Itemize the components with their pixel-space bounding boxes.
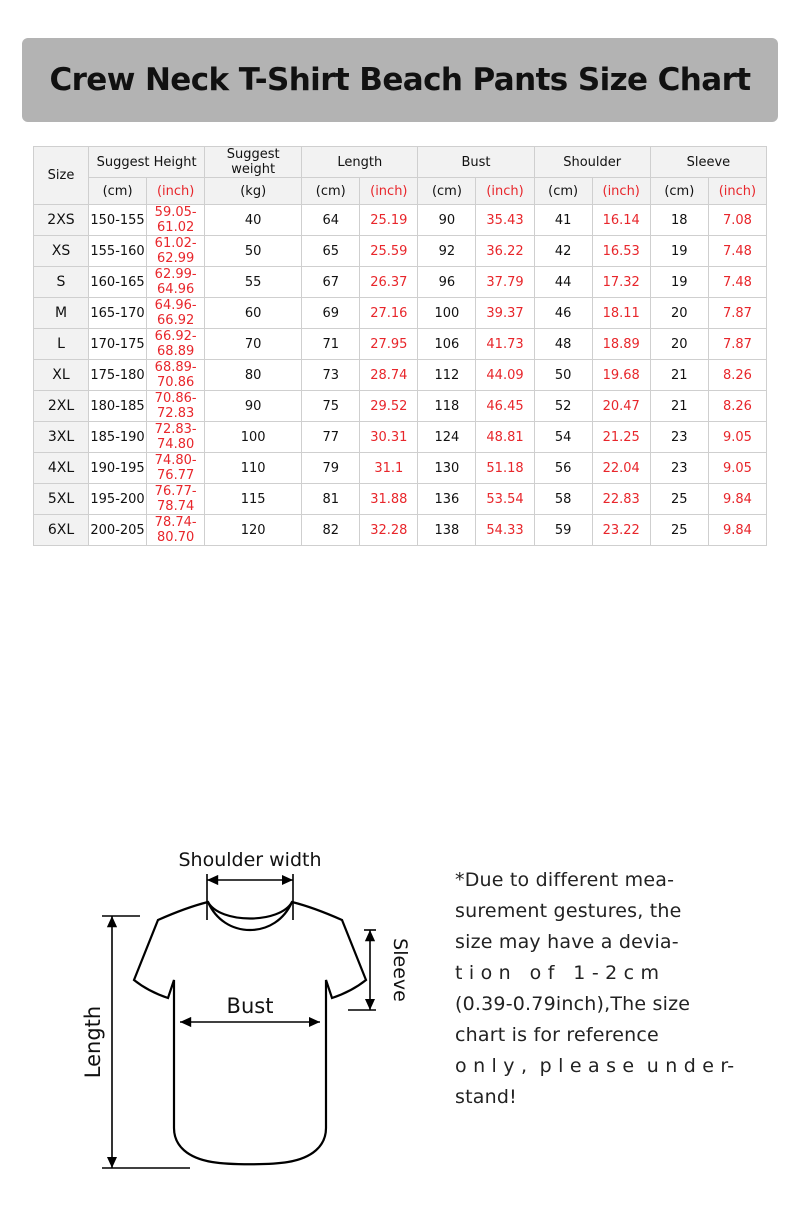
cell-bust-inch: 35.43 xyxy=(476,205,534,236)
cell-weight-kg: 40 xyxy=(205,205,302,236)
note-line: t i o n o f 1 - 2 c m xyxy=(455,962,660,984)
cell-bust-inch: 41.73 xyxy=(476,329,534,360)
table-header-row-groups xyxy=(34,147,767,178)
cell-height-inch: 61.02-62.99 xyxy=(147,236,205,267)
cell-height-cm: 165-170 xyxy=(89,298,147,329)
header-bust: Bust xyxy=(418,147,534,178)
size-chart-table-container xyxy=(33,146,767,546)
cell-height-cm: 155-160 xyxy=(89,236,147,267)
unit-length-inch: (inch) xyxy=(360,178,418,205)
cell-size: S xyxy=(34,267,89,298)
cell-shoulder-cm: 54 xyxy=(534,422,592,453)
cell-sleeve-inch: 9.84 xyxy=(708,515,766,546)
cell-shoulder-cm: 42 xyxy=(534,236,592,267)
cell-weight-kg: 50 xyxy=(205,236,302,267)
header-suggest-weight: Suggest weight xyxy=(205,147,302,178)
cell-weight-kg: 80 xyxy=(205,360,302,391)
unit-height-inch: (inch) xyxy=(147,178,205,205)
cell-height-inch: 78.74-80.70 xyxy=(147,515,205,546)
cell-weight-kg: 60 xyxy=(205,298,302,329)
cell-shoulder-inch: 16.14 xyxy=(592,205,650,236)
unit-sleeve-cm: (cm) xyxy=(650,178,708,205)
cell-bust-inch: 53.54 xyxy=(476,484,534,515)
cell-height-cm: 190-195 xyxy=(89,453,147,484)
cell-length-inch: 28.74 xyxy=(360,360,418,391)
cell-size: 2XL xyxy=(34,391,89,422)
cell-bust-inch: 36.22 xyxy=(476,236,534,267)
cell-height-inch: 70.86-72.83 xyxy=(147,391,205,422)
cell-shoulder-inch: 19.68 xyxy=(592,360,650,391)
cell-height-inch: 68.89-70.86 xyxy=(147,360,205,391)
note-line: chart is for reference xyxy=(455,1024,659,1046)
cell-shoulder-cm: 48 xyxy=(534,329,592,360)
cell-bust-cm: 130 xyxy=(418,453,476,484)
cell-weight-kg: 90 xyxy=(205,391,302,422)
cell-size: M xyxy=(34,298,89,329)
cell-length-cm: 71 xyxy=(302,329,360,360)
cell-bust-cm: 100 xyxy=(418,298,476,329)
cell-shoulder-inch: 22.83 xyxy=(592,484,650,515)
sleeve-label: Sleeve xyxy=(389,938,411,1002)
cell-height-cm: 185-190 xyxy=(89,422,147,453)
tshirt-diagram-svg xyxy=(80,828,420,1198)
cell-length-cm: 64 xyxy=(302,205,360,236)
cell-shoulder-cm: 52 xyxy=(534,391,592,422)
cell-size: 2XS xyxy=(34,205,89,236)
cell-sleeve-inch: 7.87 xyxy=(708,298,766,329)
cell-length-cm: 69 xyxy=(302,298,360,329)
table-row xyxy=(34,267,767,298)
cell-height-inch: 62.99-64.96 xyxy=(147,267,205,298)
cell-weight-kg: 115 xyxy=(205,484,302,515)
cell-height-inch: 72.83-74.80 xyxy=(147,422,205,453)
cell-height-inch: 64.96-66.92 xyxy=(147,298,205,329)
cell-weight-kg: 100 xyxy=(205,422,302,453)
cell-length-cm: 73 xyxy=(302,360,360,391)
cell-sleeve-cm: 20 xyxy=(650,329,708,360)
cell-shoulder-inch: 18.89 xyxy=(592,329,650,360)
cell-bust-cm: 90 xyxy=(418,205,476,236)
header-size: Size xyxy=(34,147,89,205)
cell-shoulder-cm: 50 xyxy=(534,360,592,391)
note-line: surement gestures, the xyxy=(455,900,682,922)
unit-shoulder-inch: (inch) xyxy=(592,178,650,205)
bust-dimension xyxy=(180,994,320,1022)
note-line: o n l y , p l e a s e u n d e r- xyxy=(455,1055,735,1077)
cell-shoulder-inch: 23.22 xyxy=(592,515,650,546)
cell-length-cm: 75 xyxy=(302,391,360,422)
unit-bust-cm: (cm) xyxy=(418,178,476,205)
cell-sleeve-inch: 7.48 xyxy=(708,267,766,298)
cell-height-cm: 200-205 xyxy=(89,515,147,546)
title-banner xyxy=(22,38,778,122)
table-row xyxy=(34,205,767,236)
table-row xyxy=(34,236,767,267)
tshirt-measurement-diagram xyxy=(80,828,420,1198)
table-header xyxy=(34,147,767,205)
table-row xyxy=(34,515,767,546)
cell-length-inch: 27.95 xyxy=(360,329,418,360)
table-row xyxy=(34,329,767,360)
cell-bust-inch: 39.37 xyxy=(476,298,534,329)
cell-length-inch: 31.88 xyxy=(360,484,418,515)
sleeve-dimension xyxy=(348,930,411,1010)
cell-sleeve-inch: 8.26 xyxy=(708,391,766,422)
table-row xyxy=(34,360,767,391)
cell-bust-inch: 51.18 xyxy=(476,453,534,484)
cell-length-cm: 81 xyxy=(302,484,360,515)
cell-bust-inch: 48.81 xyxy=(476,422,534,453)
cell-sleeve-cm: 21 xyxy=(650,360,708,391)
page-title: Crew Neck T-Shirt Beach Pants Size Chart xyxy=(49,62,751,98)
cell-shoulder-cm: 58 xyxy=(534,484,592,515)
cell-bust-inch: 44.09 xyxy=(476,360,534,391)
unit-shoulder-cm: (cm) xyxy=(534,178,592,205)
cell-shoulder-inch: 18.11 xyxy=(592,298,650,329)
cell-length-inch: 30.31 xyxy=(360,422,418,453)
cell-sleeve-inch: 9.84 xyxy=(708,484,766,515)
cell-shoulder-cm: 59 xyxy=(534,515,592,546)
unit-bust-inch: (inch) xyxy=(476,178,534,205)
size-chart-table xyxy=(33,146,767,546)
cell-shoulder-cm: 41 xyxy=(534,205,592,236)
header-length: Length xyxy=(302,147,418,178)
header-suggest-height: Suggest Height xyxy=(89,147,205,178)
bust-label: Bust xyxy=(226,994,274,1018)
table-row xyxy=(34,453,767,484)
table-header-row-units xyxy=(34,178,767,205)
cell-size: 5XL xyxy=(34,484,89,515)
cell-length-cm: 67 xyxy=(302,267,360,298)
shoulder-width-label: Shoulder width xyxy=(178,849,322,871)
cell-shoulder-inch: 16.53 xyxy=(592,236,650,267)
cell-bust-cm: 136 xyxy=(418,484,476,515)
cell-bust-inch: 46.45 xyxy=(476,391,534,422)
cell-bust-cm: 138 xyxy=(418,515,476,546)
tshirt-outline xyxy=(134,902,366,1164)
table-row xyxy=(34,298,767,329)
table-row xyxy=(34,422,767,453)
cell-shoulder-cm: 44 xyxy=(534,267,592,298)
cell-height-cm: 150-155 xyxy=(89,205,147,236)
cell-sleeve-cm: 21 xyxy=(650,391,708,422)
cell-length-inch: 25.59 xyxy=(360,236,418,267)
cell-length-inch: 31.1 xyxy=(360,453,418,484)
cell-height-inch: 74.80-76.77 xyxy=(147,453,205,484)
cell-shoulder-inch: 22.04 xyxy=(592,453,650,484)
cell-sleeve-inch: 8.26 xyxy=(708,360,766,391)
cell-sleeve-inch: 7.08 xyxy=(708,205,766,236)
cell-sleeve-cm: 25 xyxy=(650,484,708,515)
cell-length-cm: 82 xyxy=(302,515,360,546)
cell-bust-cm: 106 xyxy=(418,329,476,360)
note-line: (0.39-0.79inch),The size xyxy=(455,993,691,1015)
cell-sleeve-cm: 19 xyxy=(650,267,708,298)
cell-sleeve-cm: 20 xyxy=(650,298,708,329)
cell-sleeve-inch: 9.05 xyxy=(708,453,766,484)
length-label: Length xyxy=(81,1005,105,1079)
cell-shoulder-cm: 56 xyxy=(534,453,592,484)
cell-sleeve-cm: 25 xyxy=(650,515,708,546)
cell-weight-kg: 55 xyxy=(205,267,302,298)
cell-size: XL xyxy=(34,360,89,391)
cell-size: 4XL xyxy=(34,453,89,484)
cell-bust-cm: 124 xyxy=(418,422,476,453)
cell-size: 3XL xyxy=(34,422,89,453)
shoulder-width-dimension xyxy=(178,849,321,920)
bottom-section xyxy=(0,828,800,1198)
cell-sleeve-cm: 18 xyxy=(650,205,708,236)
cell-length-inch: 27.16 xyxy=(360,298,418,329)
cell-size: XS xyxy=(34,236,89,267)
cell-length-cm: 65 xyxy=(302,236,360,267)
cell-shoulder-cm: 46 xyxy=(534,298,592,329)
cell-bust-cm: 96 xyxy=(418,267,476,298)
cell-height-inch: 66.92-68.89 xyxy=(147,329,205,360)
cell-height-inch: 76.77-78.74 xyxy=(147,484,205,515)
cell-height-cm: 160-165 xyxy=(89,267,147,298)
unit-length-cm: (cm) xyxy=(302,178,360,205)
cell-bust-inch: 54.33 xyxy=(476,515,534,546)
cell-shoulder-inch: 21.25 xyxy=(592,422,650,453)
cell-height-cm: 170-175 xyxy=(89,329,147,360)
table-body xyxy=(34,205,767,546)
table-row xyxy=(34,391,767,422)
cell-length-inch: 29.52 xyxy=(360,391,418,422)
cell-bust-inch: 37.79 xyxy=(476,267,534,298)
cell-bust-cm: 92 xyxy=(418,236,476,267)
note-line: stand! xyxy=(455,1086,517,1108)
cell-bust-cm: 118 xyxy=(418,391,476,422)
cell-weight-kg: 120 xyxy=(205,515,302,546)
cell-height-inch: 59.05-61.02 xyxy=(147,205,205,236)
unit-height-cm: (cm) xyxy=(89,178,147,205)
cell-sleeve-inch: 7.87 xyxy=(708,329,766,360)
cell-sleeve-cm: 23 xyxy=(650,453,708,484)
cell-sleeve-inch: 7.48 xyxy=(708,236,766,267)
cell-length-cm: 77 xyxy=(302,422,360,453)
unit-weight-kg: (kg) xyxy=(205,178,302,205)
cell-height-cm: 195-200 xyxy=(89,484,147,515)
note-line: size may have a devia- xyxy=(455,931,679,953)
cell-size: L xyxy=(34,329,89,360)
cell-sleeve-cm: 19 xyxy=(650,236,708,267)
table-row xyxy=(34,484,767,515)
cell-height-cm: 180-185 xyxy=(89,391,147,422)
cell-weight-kg: 70 xyxy=(205,329,302,360)
unit-sleeve-inch: (inch) xyxy=(708,178,766,205)
cell-length-inch: 32.28 xyxy=(360,515,418,546)
cell-weight-kg: 110 xyxy=(205,453,302,484)
header-shoulder: Shoulder xyxy=(534,147,650,178)
cell-sleeve-inch: 9.05 xyxy=(708,422,766,453)
cell-length-inch: 26.37 xyxy=(360,267,418,298)
cell-shoulder-inch: 20.47 xyxy=(592,391,650,422)
header-sleeve: Sleeve xyxy=(650,147,766,178)
cell-bust-cm: 112 xyxy=(418,360,476,391)
note-line: *Due to different mea- xyxy=(455,869,675,891)
cell-length-cm: 79 xyxy=(302,453,360,484)
cell-height-cm: 175-180 xyxy=(89,360,147,391)
cell-sleeve-cm: 23 xyxy=(650,422,708,453)
measurement-disclaimer-note xyxy=(455,865,765,1113)
cell-size: 6XL xyxy=(34,515,89,546)
cell-length-inch: 25.19 xyxy=(360,205,418,236)
cell-shoulder-inch: 17.32 xyxy=(592,267,650,298)
